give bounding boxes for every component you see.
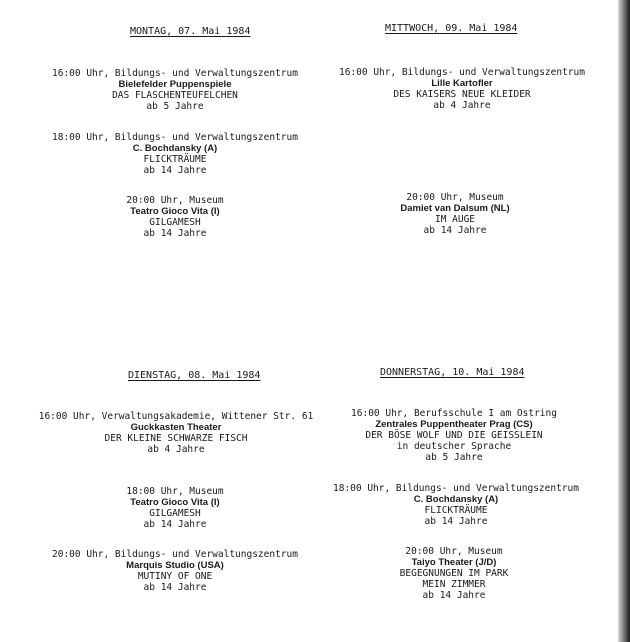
event [25,195,325,239]
event [304,546,604,601]
event-time-venue: 20:00 Uhr, Museum [406,192,504,203]
event-title: GILGAMESH [149,217,201,228]
day-title: DONNERSTAG, 10. Mai 1984 [380,367,525,378]
event-performer: Teatro Gioco Vita (I) [130,497,220,508]
event-time-venue: 16:00 Uhr, Bildungs- und Verwaltungszentrum [339,67,585,78]
event-age: ab 14 Jahre [422,590,486,601]
event [304,408,604,463]
event-title: BEGEGNUNGEN IM PARK [399,568,509,579]
event-performer: C. Bochdansky (A) [132,143,218,154]
event-time-venue: 20:00 Uhr, Bildungs- und Verwaltungszentrum [52,549,298,560]
event-title: DER KLEINE SCHWARZE FISCH [104,433,248,444]
event [25,549,325,593]
event-time-venue: 18:00 Uhr, Bildungs- und Verwaltungszentrum [333,483,579,494]
event-age: ab 4 Jahre [433,100,491,111]
event-time-venue: 20:00 Uhr, Museum [126,195,224,206]
event-language-note: in deutscher Sprache [396,441,512,452]
page-edge [618,0,630,642]
event-performer: C. Bochdansky (A) [413,494,499,505]
event-title: DES KAISERS NEUE KLEIDER [393,89,531,100]
event-time-venue: 18:00 Uhr, Museum [126,486,224,497]
event-time-venue: 18:00 Uhr, Bildungs- und Verwaltungszentrum [52,132,298,143]
event-title: MUTINY OF ONE [137,571,213,582]
event [25,132,325,176]
event-title: DAS FLASCHENTEUFELCHEN [112,90,238,101]
day-title: MONTAG, 07. Mai 1984 [130,26,251,37]
event-title: FLICKTRÄUME [143,154,207,165]
event-title: GILGAMESH [149,508,201,519]
event-title: IM AUGE [434,214,476,225]
event-age: ab 14 Jahre [143,519,207,530]
event [306,483,606,527]
event-time-venue: 20:00 Uhr, Museum [405,546,503,557]
event-performer: Lille Kartofler [431,78,493,89]
event [25,486,325,530]
day-title: MITTWOCH, 09. Mai 1984 [385,23,518,34]
event-age: ab 14 Jahre [423,225,487,236]
event-performer: Marquis Studio (USA) [126,560,224,571]
event-age: ab 14 Jahre [143,228,207,239]
event-age: ab 5 Jahre [146,101,204,112]
event-age: ab 14 Jahre [143,582,207,593]
event-performer: Zentrales Puppentheater Prag (CS) [375,419,533,430]
event-performer: Teatro Gioco Vita (I) [130,206,220,217]
event-title-line-2: MEIN ZIMMER [422,579,486,590]
event-performer: Taiyo Theater (J/D) [411,557,497,568]
event [305,192,605,236]
event-time-venue: 16:00 Uhr, Verwaltungsakademie, Wittener Str. 61 [38,411,314,422]
event-performer: Bielefelder Puppenspiele [118,79,232,90]
event-title: FLICKTRÄUME [424,505,488,516]
event-age: ab 14 Jahre [424,516,488,527]
day-title: DIENSTAG, 08. Mai 1984 [128,370,261,381]
event-time-venue: 16:00 Uhr, Berufsschule I am Ostring [351,408,557,419]
event-title: DER BÖSE WOLF UND DIE GEISSLEIN [365,430,543,441]
event-age: ab 14 Jahre [143,165,207,176]
event-age: ab 5 Jahre [425,452,483,463]
event [25,68,325,112]
event-time-venue: 16:00 Uhr, Bildungs- und Verwaltungszentrum [52,68,298,79]
event-performer: Damiet van Dalsum (NL) [400,203,510,214]
event [26,411,326,455]
event [312,67,612,111]
event-performer: Guckkasten Theater [130,422,222,433]
event-age: ab 4 Jahre [147,444,205,455]
